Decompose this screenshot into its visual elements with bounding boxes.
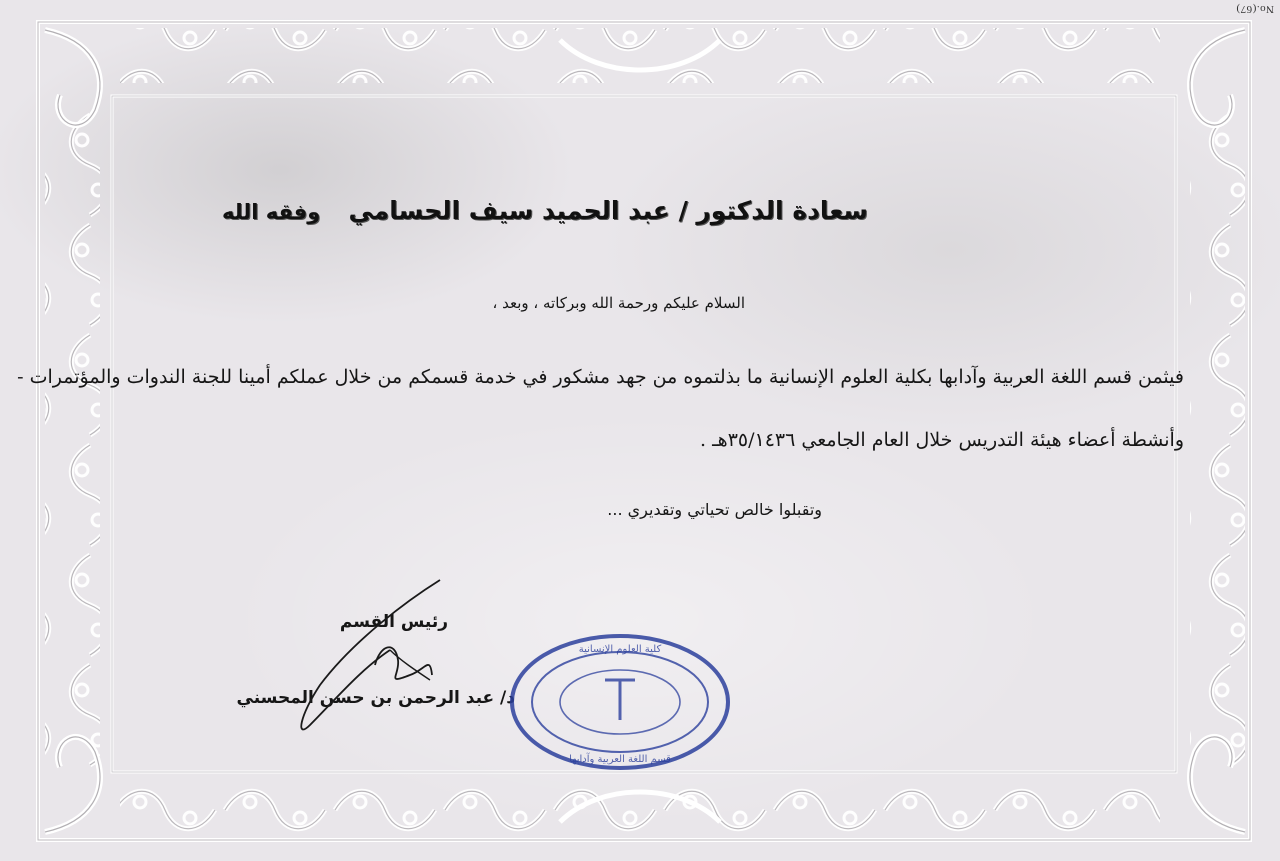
official-stamp	[505, 630, 735, 775]
body-text-line-1: فيثمن قسم اللغة العربية وآدابها بكلية العلوم الإنسانية ما بذلتموه من جهد مشكور في خدمة قسمكم من خلال عملكم أمينا للجنة الندوات والمؤتمرات -	[17, 366, 1184, 388]
signatory-title: رئيس القسم	[339, 612, 448, 632]
signatory-name: د/ عبد الرحمن بن حسن المحسني	[236, 688, 515, 708]
document-number: No.(67)	[1235, 3, 1274, 15]
svg-text:كلية العلوم الإنسانية: كلية العلوم الإنسانية	[578, 644, 662, 655]
body-text-line-2: وأنشطة أعضاء هيئة التدريس خلال العام الجامعي ٣٥/١٤٣٦هـ .	[700, 429, 1184, 451]
blessing-phrase: وفقه الله	[222, 200, 321, 224]
svg-text:قسم اللغة العربية وآدابها: قسم اللغة العربية وآدابها	[569, 754, 671, 765]
recipient-salutation: سعادة الدكتور / عبد الحميد سيف الحسامي	[348, 196, 868, 225]
handwritten-signature	[280, 575, 470, 745]
closing-line: وتقبلوا خالص تحياتي وتقديري ...	[607, 500, 822, 519]
greeting-line: السلام عليكم ورحمة الله وبركاته ، وبعد ،	[492, 294, 745, 312]
